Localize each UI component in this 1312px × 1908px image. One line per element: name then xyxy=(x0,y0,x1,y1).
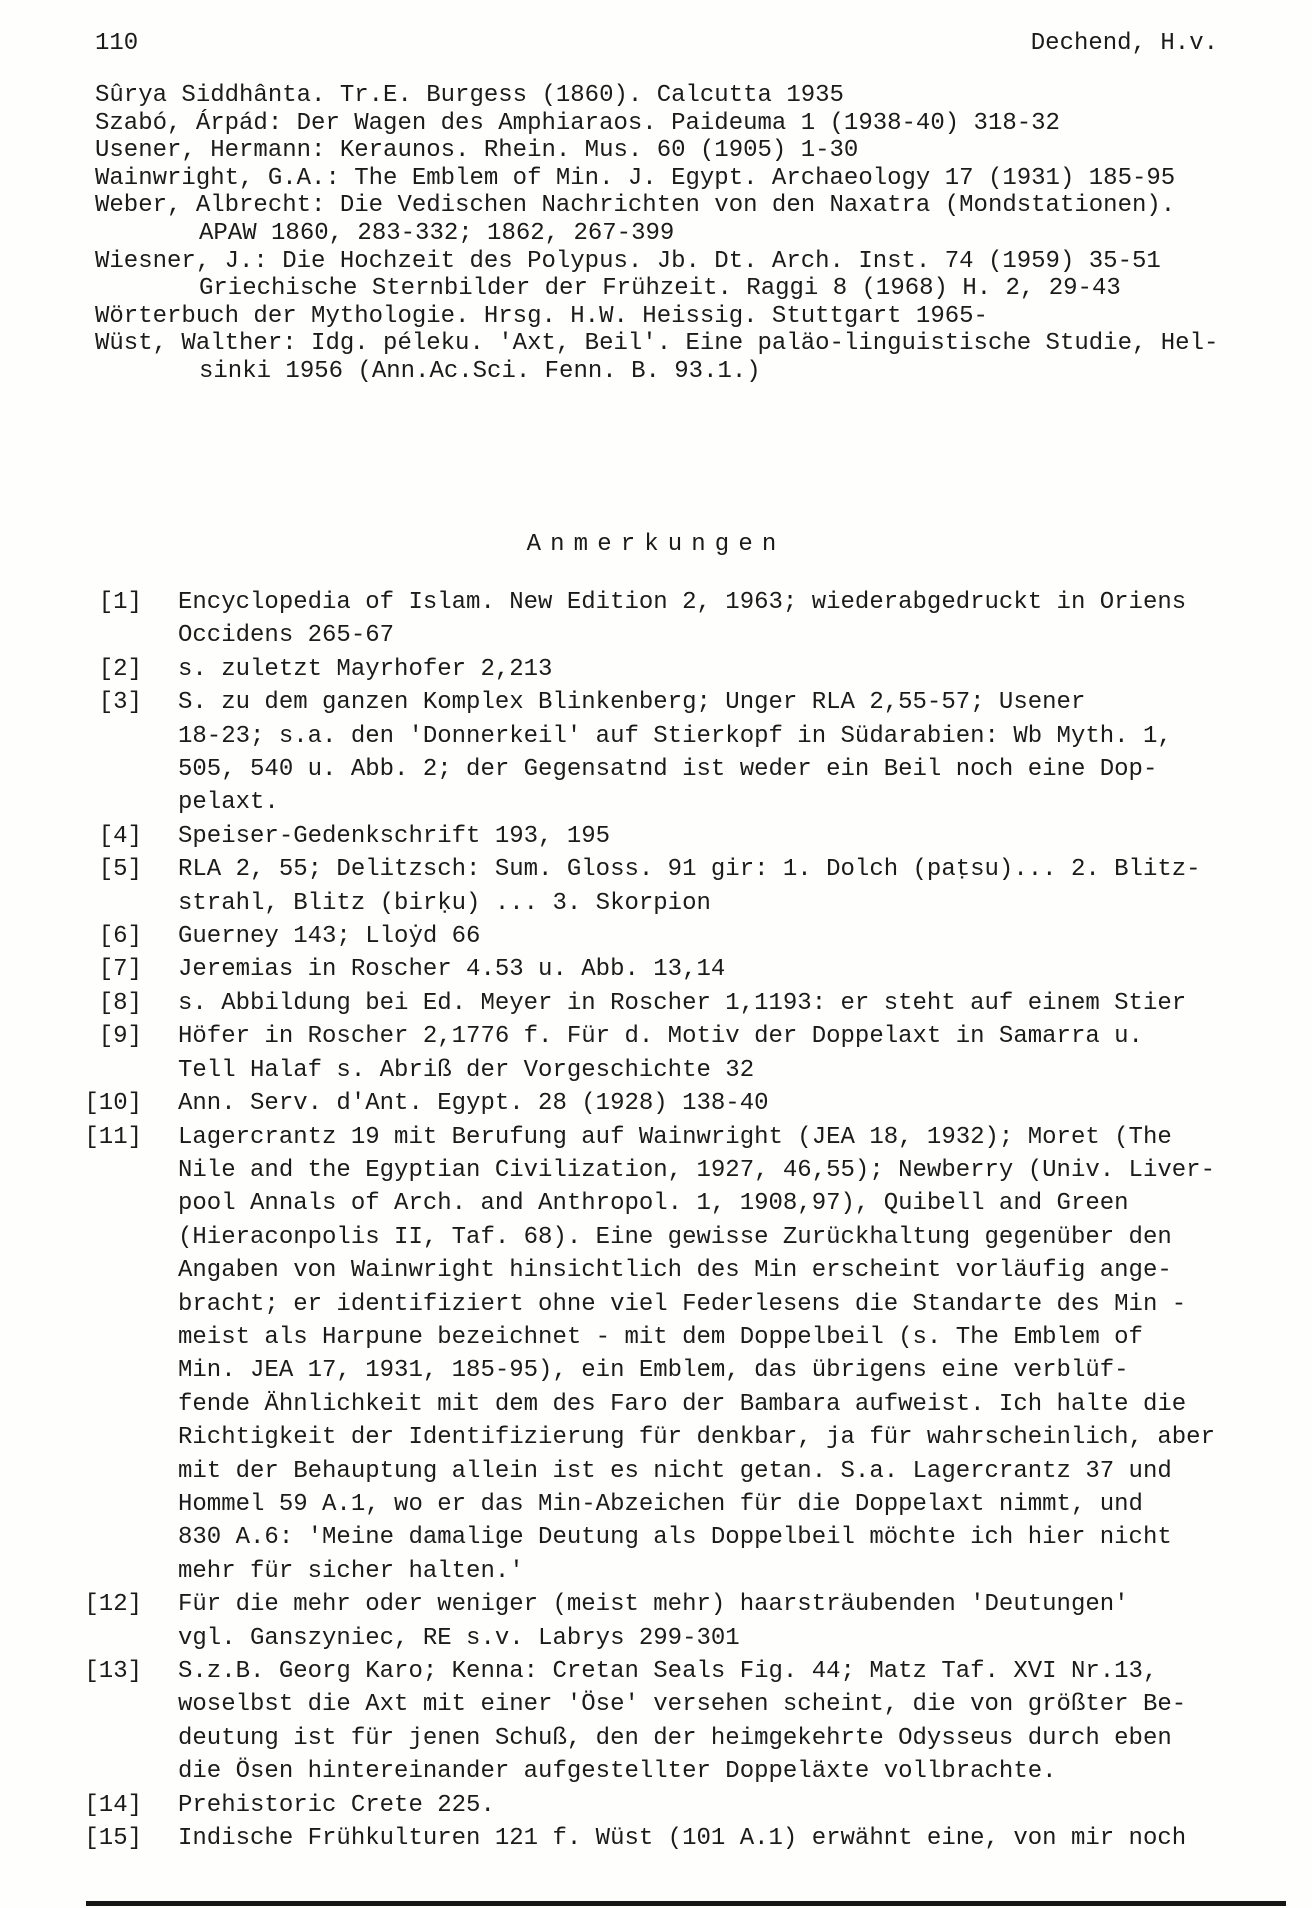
endnote-text-line: strahl, Blitz (birḳu) ... 3. Skorpion xyxy=(178,889,711,917)
endnote-text-line: vgl. Ganszyniec, RE s.v. Labrys 299-301 xyxy=(178,1624,740,1652)
running-header-author: Dechend, H.v. xyxy=(1030,30,1218,57)
bibliography-line: Usener, Hermann: Keraunos. Rhein. Mus. 60 (1905) 1-30 xyxy=(95,137,859,165)
endnote-text-line: pelaxt. xyxy=(178,789,279,817)
endnote-text-line: Ann. Serv. d'Ant. Egypt. 28 (1928) 138-40 xyxy=(178,1090,769,1118)
endnote-text-line: Indische Frühkulturen 121 f. Wüst (101 A.1) erwähnt eine, von mir noch xyxy=(178,1825,1187,1853)
notes-section-heading: Anmerkungen xyxy=(526,531,786,558)
scan-edge-line xyxy=(86,1901,1286,1906)
endnote-item xyxy=(78,586,1282,653)
endnote-item xyxy=(78,820,1282,853)
endnote-text-line: Höfer in Roscher 2,1776 f. Für d. Motiv der Doppelaxt in Samarra u. xyxy=(178,1023,1143,1051)
bibliography-line: Wiesner, J.: Die Hochzeit des Polypus. Jb. Dt. Arch. Inst. 74 (1959) 35-51 xyxy=(95,247,1161,275)
endnote-item xyxy=(78,1789,1282,1822)
endnote-text-line: woselbst die Axt mit einer 'Öse' versehen scheint, die von größter Be- xyxy=(178,1691,1187,1719)
endnote-text-line: deutung ist für jenen Schuß, den der heimgekehrte Odysseus durch eben xyxy=(178,1724,1172,1752)
endnote-text-line: Lagercrantz 19 mit Berufung auf Wainwright (JEA 18, 1932); Moret (The xyxy=(178,1123,1172,1151)
endnote-marker: [8] xyxy=(98,989,142,1017)
endnote-item xyxy=(78,920,1282,953)
endnote-text-line: (Hieraconpolis II, Taf. 68). Eine gewisse Zurückhaltung gegenüber den xyxy=(178,1223,1172,1251)
endnote-text-line: 18-23; s.a. den 'Donnerkeil' auf Stierkopf in Südarabien: Wb Myth. 1, xyxy=(178,722,1172,750)
endnote-item xyxy=(78,1121,1282,1589)
endnote-marker: [12] xyxy=(84,1591,142,1619)
bibliography-line: Weber, Albrecht: Die Vedischen Nachrichten von den Naxatra (Mondstationen). xyxy=(95,192,1176,220)
bibliography-line: Sûrya Siddhânta. Tr.E. Burgess (1860). Calcutta 1935 xyxy=(95,82,844,109)
endnote-marker: [3] xyxy=(98,689,142,717)
endnote-text-line: bracht; er identifiziert ohne viel Federlesens die Standarte des Min - xyxy=(178,1290,1187,1318)
bibliography-line: Wüst, Walther: Idg. péleku. 'Axt, Beil'. Eine paläo-linguistische Studie, Hel- xyxy=(95,330,1219,358)
endnote-text-line: pool Annals of Arch. and Anthropol. 1, 1908,97), Quibell and Green xyxy=(178,1190,1129,1218)
endnote-marker: [14] xyxy=(84,1791,142,1819)
endnote-item xyxy=(78,953,1282,986)
endnote-item xyxy=(78,653,1282,686)
endnote-marker: [2] xyxy=(98,655,142,683)
endnote-marker: [9] xyxy=(98,1023,142,1051)
endnote-text-line: Speiser-Gedenkschrift 193, 195 xyxy=(178,822,611,850)
bibliography-line-continuation: sinki 1956 (Ann.Ac.Sci. Fenn. B. 93.1.) xyxy=(199,357,761,385)
endnote-marker: [6] xyxy=(98,923,142,951)
endnote-text-line: Für die mehr oder weniger (meist mehr) haarsträubenden 'Deutungen' xyxy=(178,1591,1129,1619)
endnote-marker: [1] xyxy=(98,589,142,616)
endnote-text-line: fende Ähnlichkeit mit dem des Faro der Bambara aufweist. Ich halte die xyxy=(178,1390,1187,1418)
endnote-text-line: Prehistoric Crete 225. xyxy=(178,1791,495,1819)
endnote-item xyxy=(78,1588,1282,1655)
endnote-text-line: S.z.B. Georg Karo; Kenna: Cretan Seals Fig. 44; Matz Taf. XVI Nr.13, xyxy=(178,1658,1158,1685)
endnote-text-line: Min. JEA 17, 1931, 185-95), ein Emblem, das übrigens eine verblüf- xyxy=(178,1357,1129,1385)
endnote-item xyxy=(78,1655,1282,1789)
endnote-text-line: Tell Halaf s. Abriß der Vorgeschichte 32 xyxy=(178,1056,755,1084)
endnote-marker: [5] xyxy=(98,856,142,884)
bibliography-line: Wörterbuch der Mythologie. Hrsg. H.W. Heissig. Stuttgart 1965- xyxy=(95,302,988,330)
endnote-item xyxy=(78,1822,1282,1855)
page-number: 110 xyxy=(95,30,139,57)
endnote-marker: [10] xyxy=(84,1090,142,1118)
endnote-item xyxy=(78,987,1282,1020)
endnote-text-line: meist als Harpune bezeichnet - mit dem Doppelbeil (s. The Emblem of xyxy=(178,1323,1143,1351)
bibliography-line-continuation: APAW 1860, 283-332; 1862, 267-399 xyxy=(199,219,675,247)
endnote-text-line: RLA 2, 55; Delitzsch: Sum. Gloss. 91 gir: 1. Dolch (paṭsu)... 2. Blitz- xyxy=(178,856,1201,884)
endnote-text-line: mehr für sicher halten.' xyxy=(178,1557,524,1585)
endnote-text-line: S. zu dem ganzen Komplex Blinkenberg; Unger RLA 2,55-57; Usener xyxy=(178,689,1086,717)
page-header xyxy=(95,30,1218,58)
endnotes-list xyxy=(78,586,1282,1855)
endnote-marker: [11] xyxy=(84,1123,142,1151)
endnote-text-line: s. zuletzt Mayrhofer 2,213 xyxy=(178,655,553,683)
endnote-text-line: 505, 540 u. Abb. 2; der Gegensatnd ist weder ein Beil noch eine Dop- xyxy=(178,756,1158,784)
endnote-marker: [4] xyxy=(98,822,142,850)
endnote-text-line: Encyclopedia of Islam. New Edition 2, 1963; wiederabgedruckt in Oriens xyxy=(178,589,1187,616)
endnote-marker: [13] xyxy=(84,1658,142,1685)
bibliography-list xyxy=(95,82,1272,386)
endnote-text-line: die Ösen hintereinander aufgestellter Doppeläxte vollbrachte. xyxy=(178,1758,1057,1786)
endnote-text-line: Jeremias in Roscher 4.53 u. Abb. 13,14 xyxy=(178,956,726,984)
endnote-text-line: Guerney 143; Lloẏd 66 xyxy=(178,923,481,951)
endnote-text-line: Angaben von Wainwright hinsichtlich des Min erscheint vorläufig ange- xyxy=(178,1257,1172,1285)
endnote-item xyxy=(78,686,1282,820)
endnote-text-line: 830 A.6: 'Meine damalige Deutung als Doppelbeil möchte ich hier nicht xyxy=(178,1524,1172,1552)
endnote-marker: [7] xyxy=(98,956,142,984)
endnote-text-line: Nile and the Egyptian Civilization, 1927, 46,55); Newberry (Univ. Liver- xyxy=(178,1156,1215,1184)
bibliography-line-continuation: Griechische Sternbilder der Frühzeit. Raggi 8 (1968) H. 2, 29-43 xyxy=(199,275,1121,303)
endnote-text-line: Hommel 59 A.1, wo er das Min-Abzeichen für die Doppelaxt nimmt, und xyxy=(178,1490,1143,1518)
endnote-item xyxy=(78,1087,1282,1120)
endnote-marker: [15] xyxy=(84,1825,142,1853)
endnote-item xyxy=(78,853,1282,920)
endnote-text-line: s. Abbildung bei Ed. Meyer in Roscher 1,1193: er steht auf einem Stier xyxy=(178,989,1187,1017)
endnote-text-line: Richtigkeit der Identifizierung für denkbar, ja für wahrscheinlich, aber xyxy=(178,1424,1215,1452)
bibliography-line: Wainwright, G.A.: The Emblem of Min. J. Egypt. Archaeology 17 (1931) 185-95 xyxy=(95,164,1176,192)
endnote-item xyxy=(78,1020,1282,1087)
bibliography-line: Szabó, Árpád: Der Wagen des Amphiaraos. Paideuma 1 (1938-40) 318-32 xyxy=(95,109,1060,137)
endnote-text-line: Occidens 265-67 xyxy=(178,622,395,650)
endnote-text-line: mit der Behauptung allein ist es nicht getan. S.a. Lagercrantz 37 und xyxy=(178,1457,1172,1485)
